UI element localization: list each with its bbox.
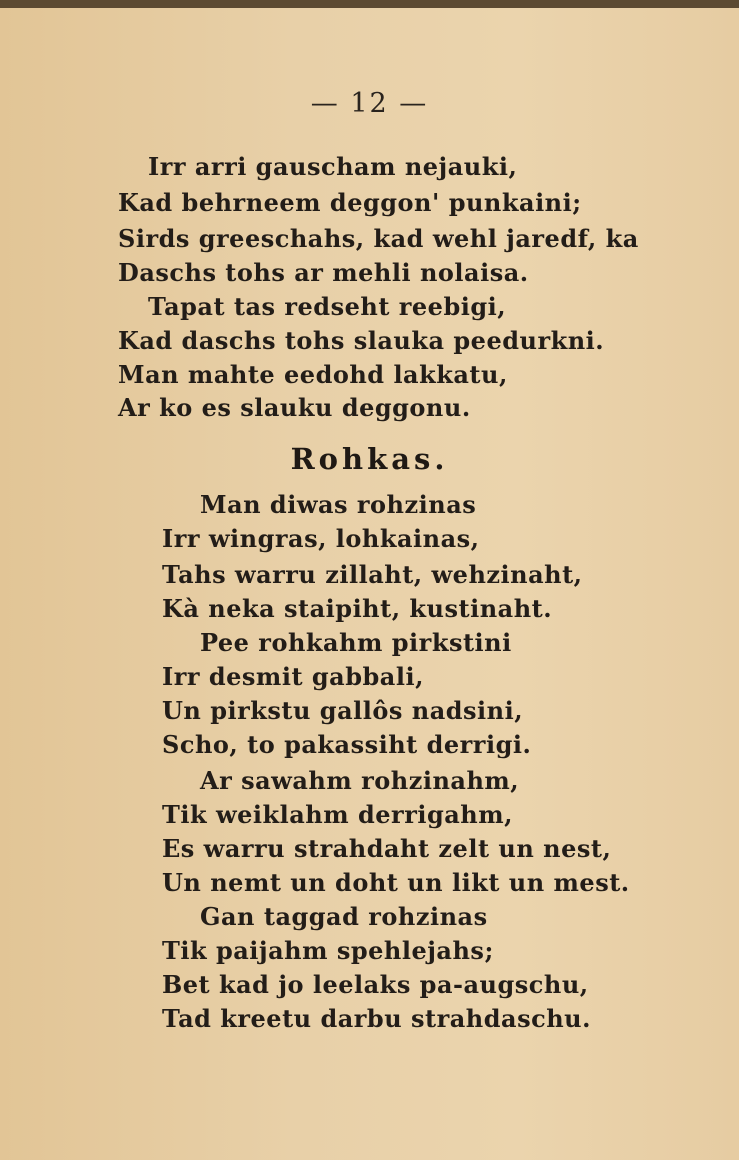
poem-line: Gan taggad rohzinas <box>200 902 488 931</box>
poem-line: Daschs tohs ar mehli nolaisa. <box>118 258 529 287</box>
poem-line: Tad kreetu darbu strahdaschu. <box>162 1004 591 1033</box>
poem-line: Un nemt un doht un likt un mest. <box>162 868 630 897</box>
poem-line: Irr arri gauscham nejauki, <box>148 152 518 181</box>
poem-line: Sirds greeschahs, kad wehl jaredf, ka <box>118 224 639 253</box>
poem-line: Irr desmit gabbali, <box>162 662 424 691</box>
poem-line: Scho, to pakassiht derrigi. <box>162 730 532 759</box>
poem-line: Man diwas rohzinas <box>200 490 477 519</box>
page-number: — 12 — <box>310 88 429 119</box>
poem-line: Un pirkstu gallôs nadsini, <box>162 696 524 725</box>
page-top-edge <box>0 0 739 8</box>
poem-line: Tahs warru zillaht, wehzinaht, <box>162 560 583 589</box>
poem-line: Bet kad jo leelaks pa-augschu, <box>162 970 589 999</box>
poem-line: Ar sawahm rohzinahm, <box>200 766 520 795</box>
poem-line: Tapat tas redseht reebigi, <box>148 292 507 321</box>
poem-line: Tik paijahm spehlejahs; <box>162 936 494 965</box>
poem-line: Es warru strahdaht zelt un nest, <box>162 834 612 863</box>
poem-line: Kad daschs tohs slauka peedurkni. <box>118 326 605 355</box>
poem-line: Man mahte eedohd lakkatu, <box>118 360 508 389</box>
poem-line: Pee rohkahm pirkstini <box>200 628 512 657</box>
poem-line: Irr wingras, lohkainas, <box>162 524 480 553</box>
poem-line: Ar ko es slauku deggonu. <box>118 393 471 422</box>
poem-line: Kà neka staipiht, kustinaht. <box>162 594 553 623</box>
poem-line: Kad behrneem deggon' punkaini; <box>118 188 582 217</box>
poem-line: Tik weiklahm derrigahm, <box>162 800 513 829</box>
poem-title: Rohkas. <box>290 442 449 476</box>
